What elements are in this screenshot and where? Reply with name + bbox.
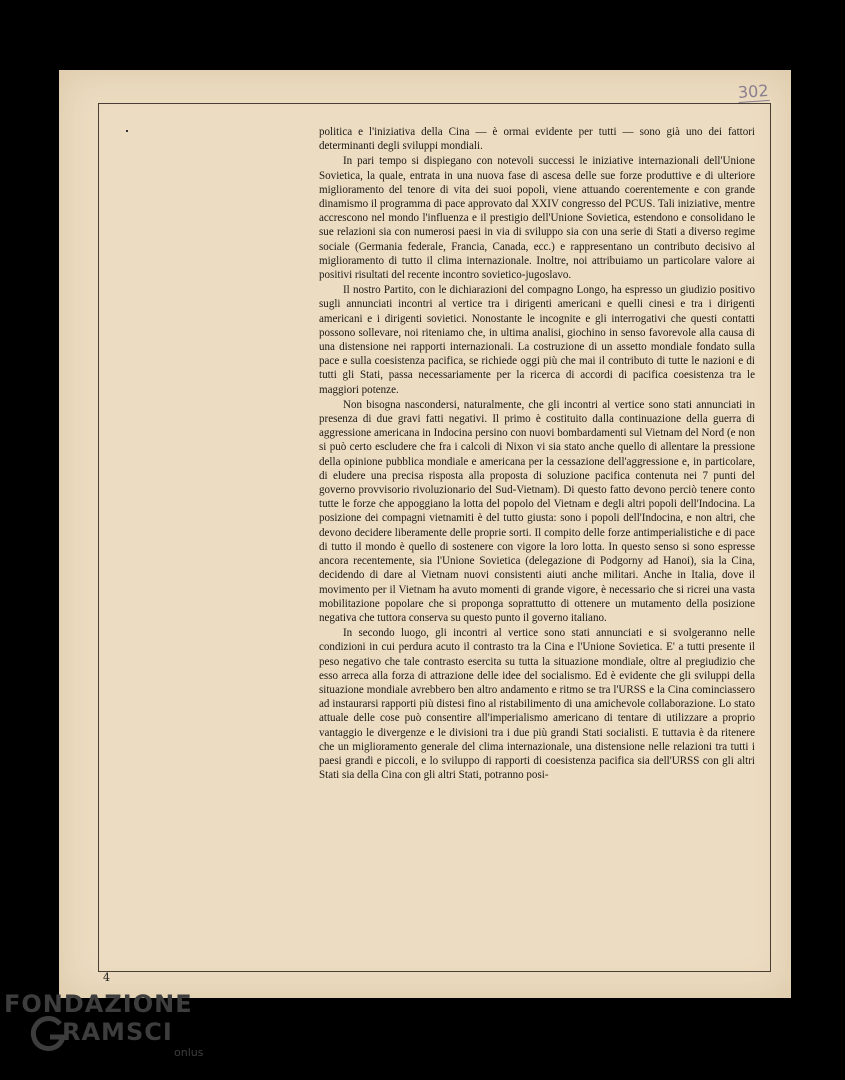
paragraph: In pari tempo si dispiegano con notevoli successi le iniziative internazionali dell'Unione Sovietica, la quale, entrata in una nuova fase di ascesa delle sue forze produttive e di ulteriore miglioramento del tenore di vita dei suoi popoli, viene attuando coerentemente e con grande dinamismo il programma di pace approvato dal XXIV congresso del PCUS. Tali iniziative, mentre accrescono nel mondo l'influenza e il prestigio dell'Unione Sovietica, estendono e consolidano le sue relazioni sia con numerosi paesi in via di sviluppo sia con una serie di Stati a diverso regime sociale (Germania federale, Francia, Canada, ecc.) e rappresentano un contributo decisivo al miglioramento di tutto il clima internazionale. Inoltre, noi attribuiamo un particolare valore ai positivi risultati del recente incontro sovietico-jugoslavo.	[319, 155, 755, 282]
logo-text-line1: FONDAZIONE	[4, 990, 193, 1018]
paragraph: Il nostro Partito, con le dichiarazioni del compagno Longo, ha espresso un giudizio positivo sugli annunciati incontri al vertice tra i dirigenti americani e quelli cinesi e tra i dirigenti americani e i dirigenti sovietici. Nonostante le incognite e gli interrogativi che questi contatti possono sollevare, noi riteniamo che, in ultima analisi, giochino in senso favorevole alla causa di una distensione nei rapporti internazionali. La costruzione di un assetto mondiale fondato sulla pace e sulla coesistenza pacifica, se richiede oggi più che mai il contributo di tutte le nazioni e di tutti gli Stati, passa necessariamente per la ricerca di accordi di pacifica coesistenza tra le maggiori potenze.	[319, 284, 755, 396]
logo-text-line2: RAMSCI	[62, 1018, 173, 1046]
paragraph: politica e l'iniziativa della Cina — è ormai evidente per tutti — sono già uno dei fattori determinanti degli sviluppi mondiali.	[319, 126, 755, 153]
body-text	[319, 125, 755, 782]
paragraph: In secondo luogo, gli incontri al vertice sono stati annunciati e si svolgeranno nelle condizioni in cui perdura acuto il contrasto tra la Cina e l'Unione Sovietica. E' a tutti presente il peso negativo che tale contrasto esercita su tutta la situazione mondiale, oltre al pregiudizio che esso arreca alla forza di attrazione delle idee del socialismo. Ed è evidente che gli sviluppi della situazione mondiale avrebbero ben altro andamento e ritmo se tra l'URSS e la Cina cominciassero ad instaurarsi rapporti più distesi fino al ristabilimento di una amichevole collaborazione. Lo stato attuale delle cose può consentire all'imperialismo americano di tentare di utilizzare a proprio vantaggio le divergenze e le divisioni tra i due più grandi Stati socialisti. E tuttavia è da ritenere che un miglioramento generale del clima internazionale, una distensione nelle relazioni tra tutti i paesi grandi e piccoli, e lo sviluppo di rapporti di coesistenza pacifica sia dell'URSS con gli altri Stati sia della Cina con gli altri Stati, potranno posi-	[319, 627, 755, 782]
archive-number: 302	[737, 80, 770, 103]
logo-text-line3: onlus	[174, 1046, 204, 1059]
page-number: 4	[103, 971, 110, 984]
ink-dot	[126, 130, 128, 132]
document-page	[59, 70, 791, 998]
fondazione-gramsci-logo	[0, 990, 210, 1080]
paragraph: Non bisogna nascondersi, naturalmente, che gli incontri al vertice sono stati annunciati in presenza di due gravi fatti negativi. Il primo è costituito dalla continuazione della guerra di aggressione americana in Indocina persino con nuovi bombardamenti sul Vietnam del Nord (e non si può certo escludere che fra i calcoli di Nixon vi sia stato anche quello di allentare la pressione della opinione pubblica mondiale e americana per la cessazione dell'aggressione e, in particolare, di eludere una precisa risposta alla proposta di soluzione pacifica contenuta nei 7 punti del governo provvisorio rivoluzionario del Sud-Vietnam). Di questo fatto devono perciò tenere conto tutte le forze che appoggiano la lotta del popolo del Vietnam e degli altri popoli dell'Indocina. La posizione dei compagni vietnamiti è del tutto giusta: sono i popoli dell'Indocina, e non altri, che devono decidere liberamente delle proprie sorti. Il compito delle forze antimperialistiche e di pace di tutto il mondo è quello di sostenere con vigore la loro lotta. In questo senso si sono espresse ancora recentemente, sia l'Unione Sovietica (delegazione di Podgorny ad Hanoi), sia la Cina, decidendo di dare al Vietnam nuovi consistenti aiuti anche militari. Anche in Italia, dove il movimento per il Vietnam ha avuto momenti di grande vigore, è necessario che si ricrei una vasta mobilitazione popolare che si proponga soprattutto di ottenere un mutamento della posizione negativa che tuttora conserva su questo punto il governo italiano.	[319, 398, 755, 624]
